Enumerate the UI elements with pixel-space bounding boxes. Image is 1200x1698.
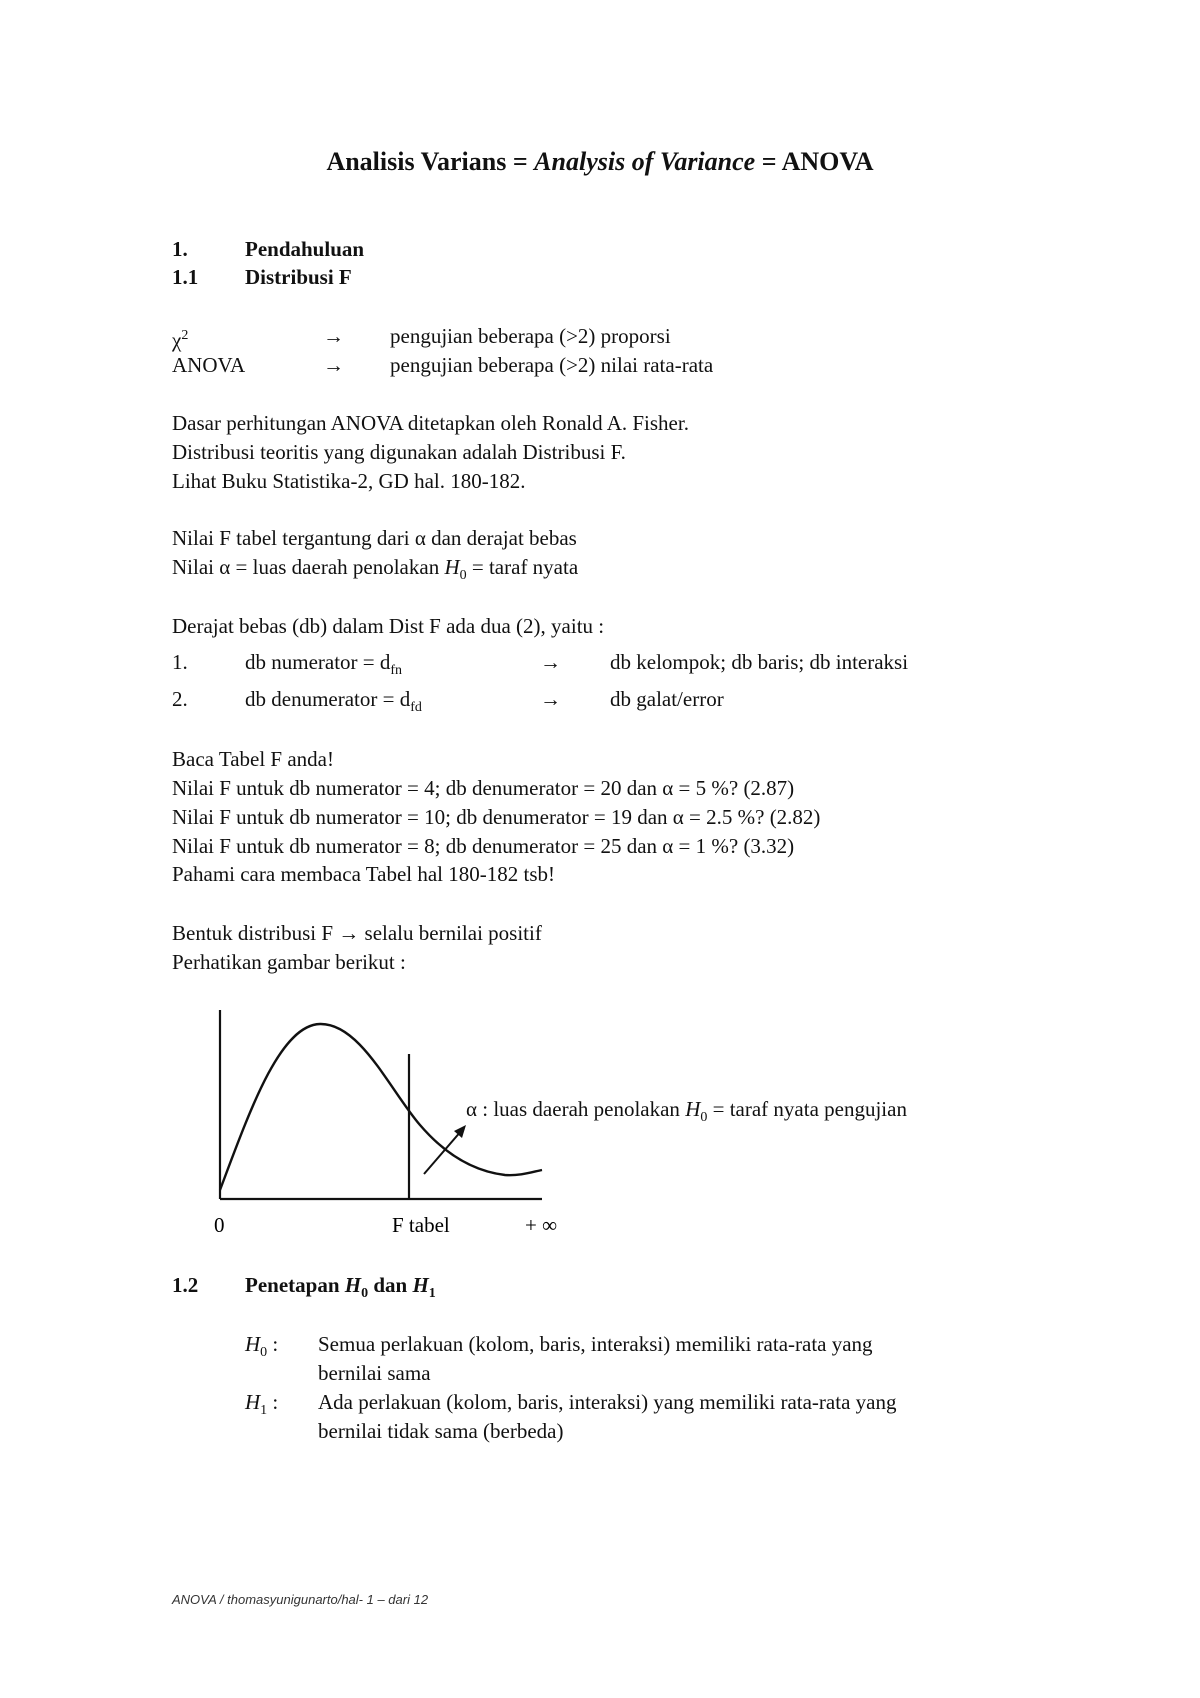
section-1-1-title: Distribusi F [245, 265, 352, 289]
h-symbol: H [444, 555, 460, 579]
text: Penetapan [245, 1273, 345, 1297]
subscript: fn [390, 663, 403, 678]
title-part2: Analysis of Variance [534, 147, 756, 176]
subscript: fd [410, 700, 422, 715]
text: dan [368, 1273, 413, 1297]
h-symbol: H [685, 1097, 701, 1121]
title-part1: Analisis Varians = [326, 147, 535, 176]
section-1-2-title [245, 1273, 436, 1306]
alpha-symbol: α [466, 1097, 478, 1121]
text: dan derajat bebas [425, 526, 577, 550]
title-part3: = ANOVA [755, 147, 874, 176]
subscript-0: 0 [700, 1110, 708, 1125]
h1-label [245, 1390, 278, 1423]
text: db numerator = d [245, 650, 391, 674]
subscript-1: 1 [260, 1403, 268, 1418]
text: = 5 %? (2.87) [673, 776, 795, 800]
dof-item-description: db kelompok; db baris; db interaksi [610, 650, 909, 674]
dof-intro: Derajat bebas (db) dalam Dist F ada dua (2), yaitu : [172, 614, 605, 638]
chi-superscript: 2 [181, 328, 189, 343]
section-1-title: Pendahuluan [245, 237, 365, 261]
arrow-icon: → [323, 353, 344, 377]
h0-line-2: bernilai sama [318, 1361, 431, 1385]
dof-item-description: db galat/error [610, 687, 724, 711]
page-footer: ANOVA / thomasyunigunarto/hal- 1 – dari 12 [172, 1592, 429, 1607]
exercise-line-1: Baca Tabel F anda! [172, 747, 334, 771]
alpha-symbol: α [219, 555, 231, 579]
text: = 1 %? (3.32) [673, 834, 795, 858]
axis-label-origin: 0 [214, 1213, 225, 1237]
arrow-icon: → [323, 324, 344, 348]
text: selalu bernilai positif [359, 921, 542, 945]
text: Nilai [172, 555, 220, 579]
subscript-0: 0 [260, 1345, 268, 1360]
h0-label [245, 1332, 278, 1365]
text: : luas daerah penolakan [477, 1097, 686, 1121]
subscript-0: 0 [459, 568, 467, 583]
alpha-symbol: α [662, 834, 674, 858]
section-1-1-number: 1.1 [172, 265, 199, 289]
alpha-symbol: α [414, 526, 426, 550]
text: = taraf nyata [466, 555, 579, 579]
axis-label-infinity: + ∞ [525, 1213, 558, 1237]
h1-line-2: bernilai tidak sama (berbeda) [318, 1419, 564, 1443]
figure-annotation [466, 1097, 907, 1130]
h-symbol: H [412, 1273, 429, 1297]
exercise-line-5: Pahami cara membaca Tabel hal 180-182 tsb! [172, 862, 556, 886]
subscript-1: 1 [428, 1286, 436, 1301]
text: : [267, 1332, 279, 1356]
section-1-number: 1. [172, 237, 188, 261]
h1-line-1: Ada perlakuan (kolom, baris, interaksi) yang memiliki rata-rata yang [318, 1390, 897, 1414]
text: Nilai F untuk db numerator = 4; db denumerator = 20 dan [172, 776, 663, 800]
dof-item-number: 2. [172, 687, 188, 711]
h-symbol: H [245, 1390, 261, 1414]
section-1-2-number: 1.2 [172, 1273, 199, 1297]
arrow-icon: → [540, 650, 561, 674]
text: = 2.5 %? (2.82) [683, 805, 821, 829]
axis-label-ftabel: F tabel [392, 1213, 450, 1237]
text: Nilai F tabel tergantung dari [172, 526, 415, 550]
subscript-0: 0 [361, 1286, 369, 1301]
text: : [267, 1390, 279, 1414]
h-symbol: H [245, 1332, 261, 1356]
intro-line-1: Dasar perhitungan ANOVA ditetapkan oleh Ronald A. Fisher. [172, 411, 689, 435]
arrow-icon: → [540, 687, 561, 711]
intro-line-3: Lihat Buku Statistika-2, GD hal. 180-182. [172, 469, 526, 493]
text: Nilai F untuk db numerator = 8; db denumerator = 25 dan [172, 834, 663, 858]
anova-term: ANOVA [172, 353, 246, 377]
text: Bentuk distribusi F [172, 921, 339, 945]
h0-line-1: Semua perlakuan (kolom, baris, interaksi) memiliki rata-rata yang [318, 1332, 873, 1356]
alpha-symbol: α [662, 776, 674, 800]
text: = taraf nyata pengujian [707, 1097, 907, 1121]
h-symbol: H [344, 1273, 362, 1297]
chi-square-description: pengujian beberapa (>2) proporsi [390, 324, 671, 348]
shape-line-2: Perhatikan gambar berikut : [172, 950, 406, 974]
chi-symbol: χ [172, 328, 182, 352]
text: Nilai F untuk db numerator = 10; db denumerator = 19 dan [172, 805, 673, 829]
arrow-icon: → [338, 921, 360, 945]
intro-line-2: Distribusi teoritis yang digunakan adalah Distribusi F. [172, 440, 626, 464]
dof-item-number: 1. [172, 650, 188, 674]
alpha-symbol: α [672, 805, 684, 829]
anova-description: pengujian beberapa (>2) nilai rata-rata [390, 353, 714, 377]
text: db denumerator = d [245, 687, 411, 711]
text: = luas daerah penolakan [230, 555, 445, 579]
